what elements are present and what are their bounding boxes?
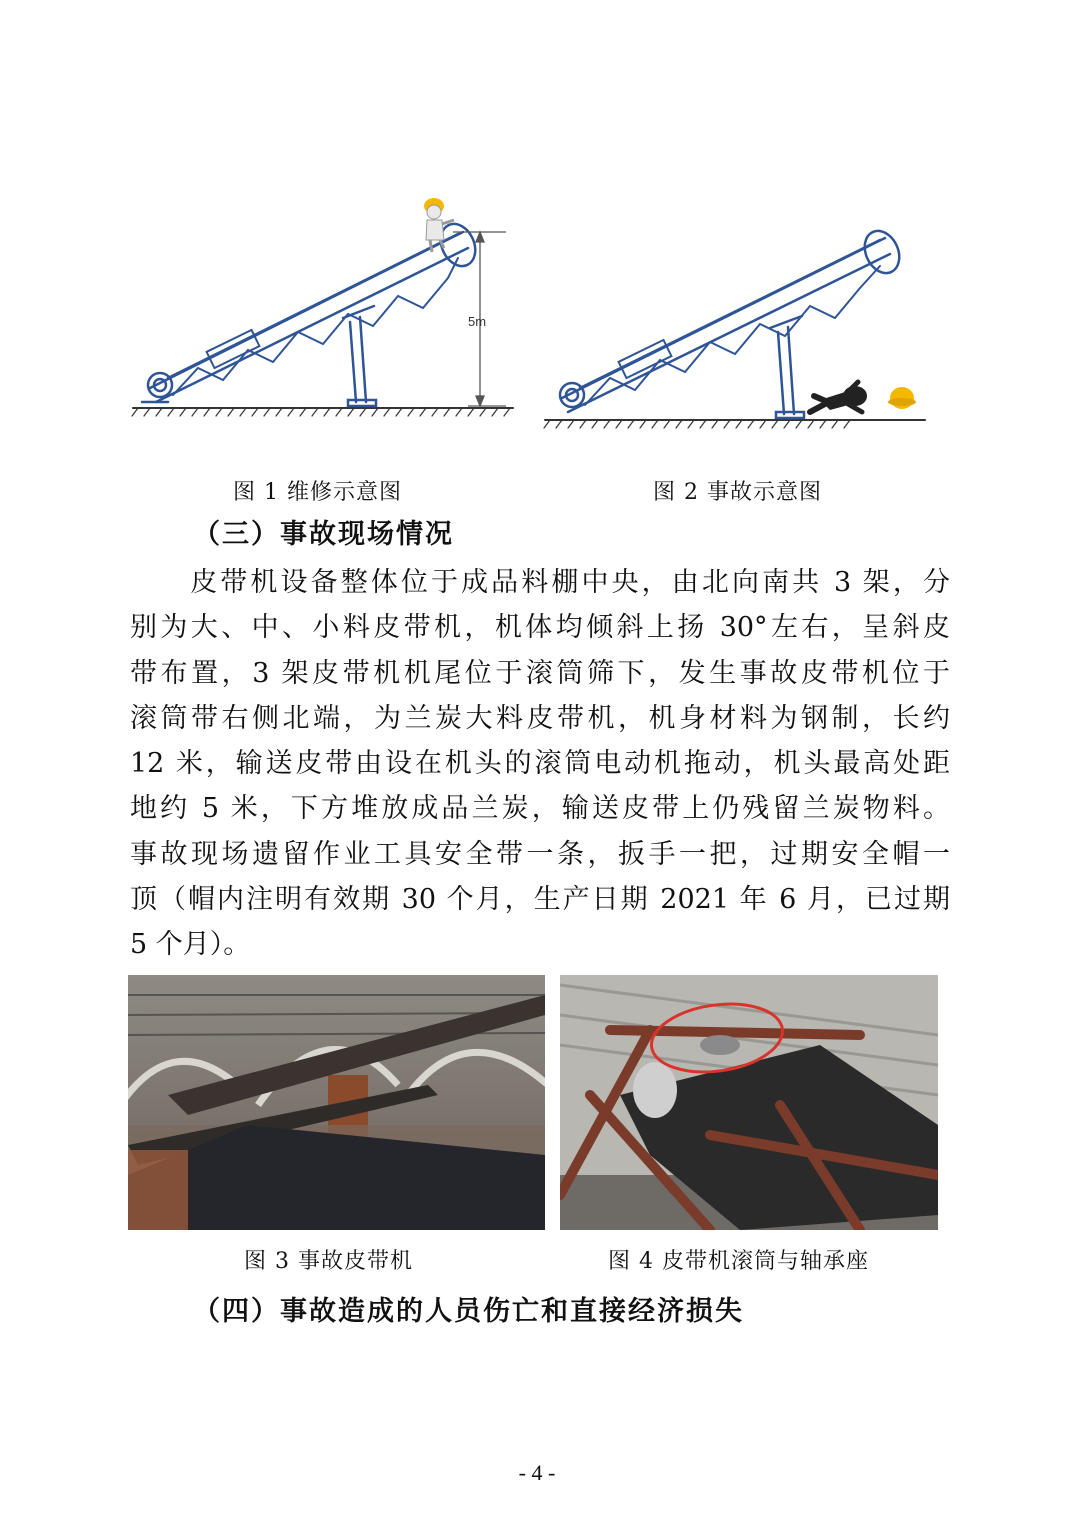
figure-2-caption: 图 2 事故示意图 — [653, 480, 822, 505]
height-label: 5m — [468, 314, 487, 329]
paragraph-line: 皮带机设备整体位于成品料棚中央，由北向南共 3 架，分 — [130, 567, 950, 598]
paragraph-line: 滚筒带右侧北端，为兰炭大料皮带机，机身材料为钢制，长约 — [130, 702, 950, 734]
paragraph-line: 5 个月）。 — [130, 929, 251, 961]
paragraph-line: 事故现场遗留作业工具安全带一条，扳手一把，过期安全帽一 — [130, 838, 950, 870]
section-3-paragraph — [130, 560, 950, 968]
section-4-heading: （四）事故造成的人员伤亡和直接经济损失 — [193, 1296, 744, 1327]
figure-4-caption: 图 4 皮带机滚筒与轴承座 — [608, 1249, 869, 1274]
figure-2-accident-diagram — [540, 190, 930, 435]
paragraph-line: 别为大、中、小料皮带机，机体均倾斜上扬 30°左右，呈斜皮 — [130, 612, 950, 644]
figure-1-caption: 图 1 维修示意图 — [233, 480, 402, 505]
section-3-heading: （三）事故现场情况 — [193, 519, 454, 550]
helmet-icon — [888, 387, 916, 409]
figure-4-pulley-bearing-photo — [560, 975, 938, 1230]
paragraph-line: 带布置，3 架皮带机机尾位于滚筒筛下，发生事故皮带机位于 — [130, 657, 950, 689]
paragraph-line: 顶（帽内注明有效期 30 个月，生产日期 2021 年 6 月，已过期 — [130, 884, 950, 916]
fallen-worker-icon — [810, 382, 867, 412]
paragraph-line: 12 米，输送皮带由设在机头的滚筒电动机拖动，机头最高处距 — [130, 748, 950, 780]
figure-1-maintenance-diagram — [128, 190, 518, 425]
figure-3-accident-conveyor-photo — [128, 975, 545, 1230]
paragraph-line: 地约 5 米，下方堆放成品兰炭，输送皮带上仍残留兰炭物料。 — [130, 793, 950, 825]
figure-3-caption: 图 3 事故皮带机 — [244, 1249, 413, 1274]
page-number: - 4 - — [518, 1460, 556, 1485]
